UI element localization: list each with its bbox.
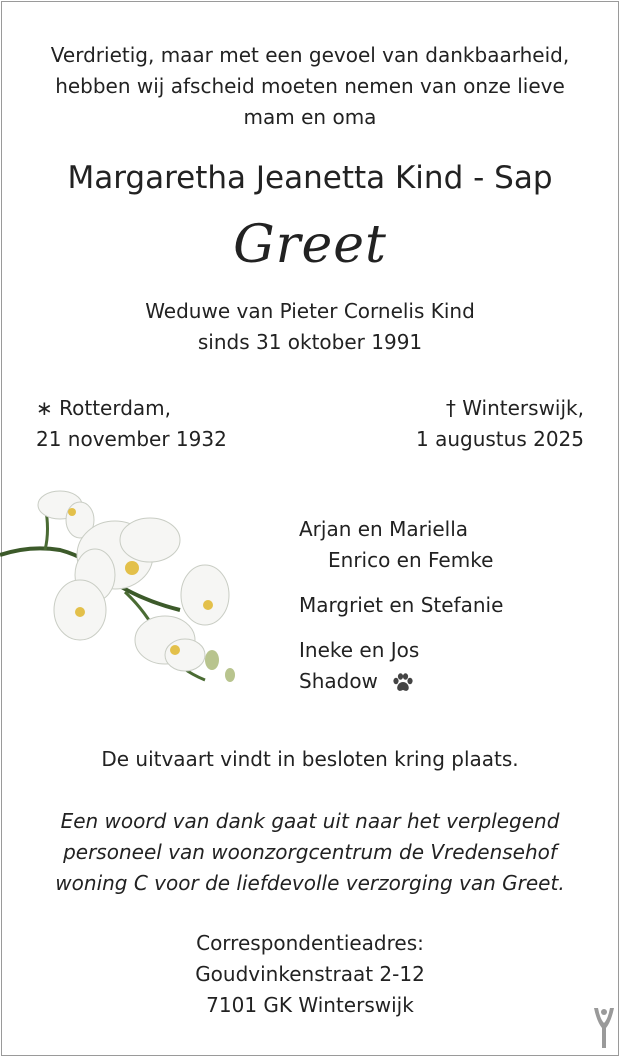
deceased-nickname: Greet xyxy=(233,215,387,275)
address-label: Correspondentieadres: xyxy=(196,931,424,955)
death-symbol: † xyxy=(445,396,456,420)
address-city: 7101 GK Winterswijk xyxy=(206,993,414,1017)
intro-line: Verdrietig, maar met een gevoel van dankbaarheid, xyxy=(50,43,570,67)
family-member: Enrico en Femke xyxy=(328,548,494,572)
widow-text xyxy=(0,296,620,358)
family-member: Arjan en Mariella xyxy=(299,517,469,541)
thanks-line: woning C voor de liefdevolle verzorging van Greet. xyxy=(55,871,565,895)
family-member: Shadow xyxy=(299,669,378,693)
funeral-notice: De uitvaart vindt in besloten kring plaats. xyxy=(101,747,519,771)
correspondence-address xyxy=(0,928,620,1021)
widow-line: Weduwe van Pieter Cornelis Kind xyxy=(145,299,475,323)
birth-place: Rotterdam, xyxy=(59,396,172,420)
address-street: Goudvinkenstraat 2-12 xyxy=(195,962,425,986)
widow-line: sinds 31 oktober 1991 xyxy=(197,330,423,354)
death-place: Winterswijk, xyxy=(462,396,584,420)
birth-date: 21 november 1932 xyxy=(36,427,227,451)
orchid-icon xyxy=(0,480,250,700)
birth-info xyxy=(36,393,227,455)
death-info xyxy=(416,393,584,455)
family-member: Ineke en Jos xyxy=(299,638,420,662)
paw-icon xyxy=(392,673,414,693)
family-list xyxy=(299,514,503,697)
family-member: Margriet en Stefanie xyxy=(299,593,504,617)
thanks-text xyxy=(0,806,620,899)
death-date: 1 augustus 2025 xyxy=(416,427,584,451)
intro-text xyxy=(0,40,620,133)
birth-symbol: ∗ xyxy=(36,396,53,420)
intro-line: hebben wij afscheid moeten nemen van onze lieve xyxy=(55,74,565,98)
thanks-line: Een woord van dank gaat uit naar het verplegend xyxy=(60,809,560,833)
deceased-full-name: Margaretha Jeanetta Kind - Sap xyxy=(67,160,553,196)
logo-icon xyxy=(591,1002,617,1052)
thanks-line: personeel van woonzorgcentrum de Vredensehof xyxy=(63,840,557,864)
intro-line: mam en oma xyxy=(243,105,377,129)
